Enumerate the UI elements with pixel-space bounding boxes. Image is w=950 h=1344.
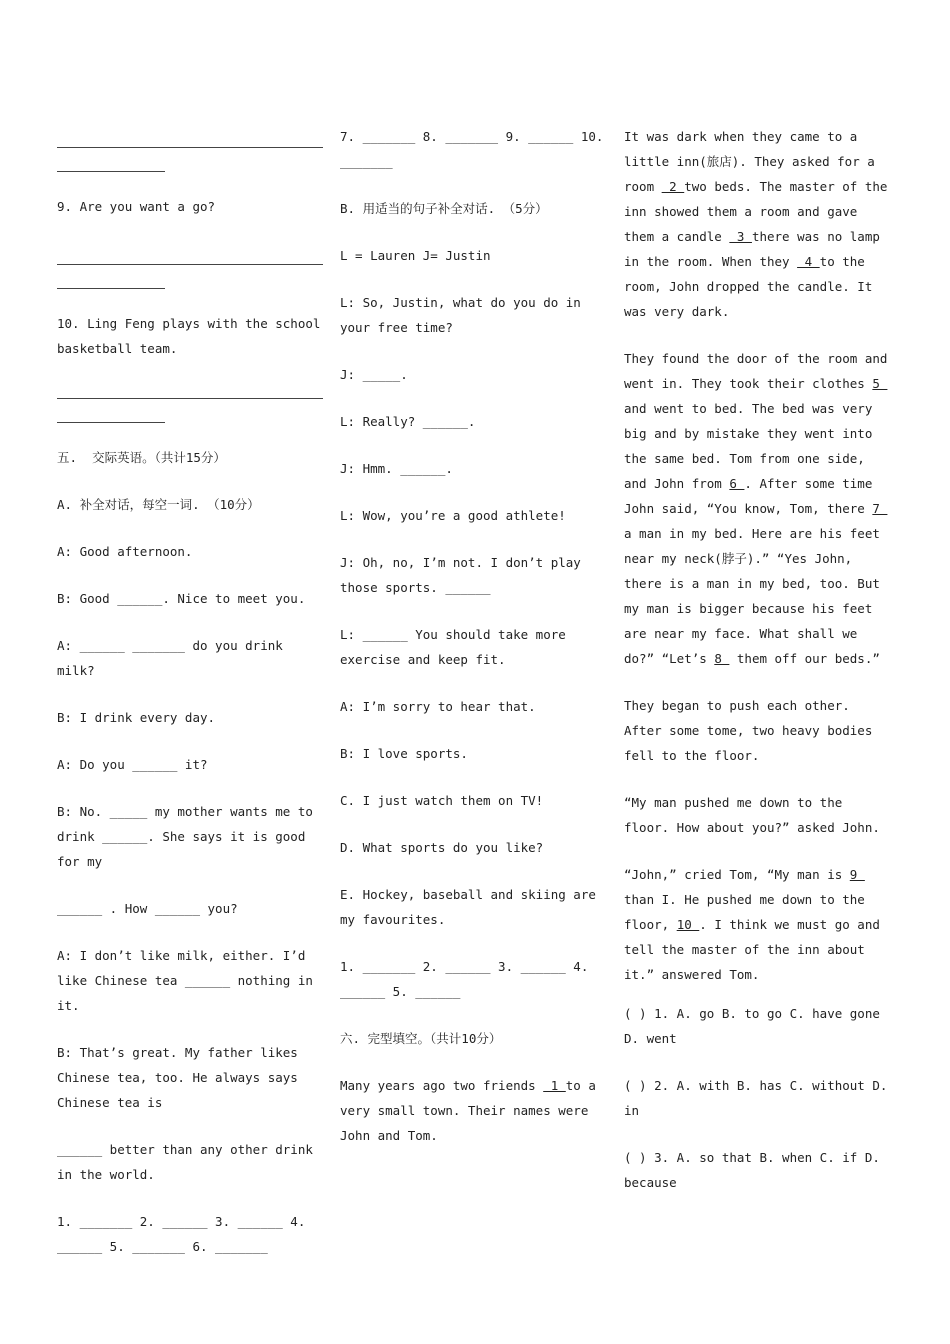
column-right: [624, 124, 894, 1217]
blank-number: 2: [661, 179, 685, 194]
choice-item: ( ) 1. A. go B. to go C. have gone D. went: [624, 1006, 888, 1046]
blank-number: 6: [729, 476, 745, 491]
option-item: B: I love sports.: [340, 746, 468, 761]
text-run: than I. He pushed me down to the floor,: [624, 867, 873, 932]
dialog-line: ______ better than any other drink in the world.: [57, 1142, 321, 1182]
text-run: two beds. The master of the inn showed them a room and gave them a candle: [624, 179, 895, 244]
text-run: Many years ago two friends: [340, 1078, 544, 1093]
dialog-line: A: Good afternoon.: [57, 544, 193, 559]
text-run: a man in my bed. Here are his feet near my neck(脖子).” “Yes John, there is a man in my bed, too. But my man is bigger because his feet are near my face. What shall we do?” “Let’s: [624, 526, 888, 666]
answer-line[interactable]: [57, 124, 323, 148]
answer-line[interactable]: [57, 265, 165, 289]
blank-number: 9: [849, 867, 865, 882]
section-5-title: 五. 交际英语。（共计15分）: [57, 450, 226, 465]
text-run: to a very small town. Their names were John and Tom.: [340, 1078, 604, 1143]
text-run: there was no lamp in the room. When they: [624, 229, 888, 269]
dialog-line: A: ______ _______ do you drink milk?: [57, 638, 291, 678]
story-paragraph-5: [624, 862, 894, 987]
dialog-line: J: _____.: [340, 367, 408, 382]
story-paragraph-2: [624, 346, 894, 671]
text-run: them off our beds.”: [729, 651, 880, 666]
story-paragraph-3: They began to push each other. After some tome, two heavy bodies fell to the floor.: [624, 698, 880, 763]
dialog-line: B: No. _____ my mother wants me to drink ______. She says it is good for my: [57, 804, 321, 869]
blank-number: 7: [872, 501, 888, 516]
dialog-line: L: So, Justin, what do you do in your free time?: [340, 295, 589, 335]
text-run: and went to bed. The bed was very big and by mistake they went into the same bed. Tom from one side, and John from: [624, 376, 895, 491]
text-run: “John,” cried Tom, “My man is: [624, 867, 850, 882]
answer-line[interactable]: [57, 241, 323, 265]
story-intro: [340, 1073, 610, 1148]
speaker-key: L = Lauren J= Justin: [340, 248, 491, 263]
answer-blanks-a2: 7. _______ 8. _______ 9. ______ 10. _______: [340, 129, 611, 169]
section-6-title: 六. 完型填空。（共计10分）: [340, 1031, 502, 1046]
option-item: C. I just watch them on TV!: [340, 793, 544, 808]
blank-number: 4: [797, 254, 820, 269]
option-item: D. What sports do you like?: [340, 840, 544, 855]
dialog-line: L: ______ You should take more exercise and keep fit.: [340, 627, 574, 667]
answer-line[interactable]: [57, 399, 165, 423]
section-a-title: A. 补全对话，每空一词. （10分）: [57, 497, 260, 512]
option-item: E. Hockey, baseball and skiing are my favourites.: [340, 887, 604, 927]
dialog-line: L: Really? ______.: [340, 414, 476, 429]
blank-number: 5: [872, 376, 888, 391]
choice-item: ( ) 2. A. with B. has C. without D. in: [624, 1078, 895, 1118]
dialog-line: B: Good ______. Nice to meet you.: [57, 591, 306, 606]
text-run: to the room, John dropped the candle. It was very dark.: [624, 254, 880, 319]
choice-item: ( ) 3. A. so that B. when C. if D. because: [624, 1150, 888, 1190]
dialog-line: B: I drink every day.: [57, 710, 216, 725]
text-run: They found the door of the room and went in. They took their clothes: [624, 351, 895, 391]
text-run: It was dark when they came to a little inn(旅店). They asked for a room: [624, 129, 883, 194]
story-paragraph-1: [624, 124, 894, 324]
blank-number: 10: [676, 917, 700, 932]
blank-number: 8: [714, 651, 730, 666]
column-middle: [340, 124, 610, 1170]
dialog-line: ______ . How ______ you?: [57, 901, 238, 916]
blank-1: 1: [543, 1078, 566, 1093]
dialog-line: B: That’s great. My father likes Chinese tea, too. He always says Chinese tea is: [57, 1045, 306, 1110]
text-run: . After some time John said, “You know, Tom, there: [624, 476, 880, 516]
story-paragraph-4: “My man pushed me down to the floor. How about you?” asked John.: [624, 795, 880, 835]
answer-line[interactable]: [57, 375, 323, 399]
question-9: 9. Are you want a go?: [57, 199, 216, 214]
blank-number: 3: [729, 229, 752, 244]
section-b-title: B. 用适当的句子补全对话. （5分）: [340, 201, 548, 216]
option-item: A: I’m sorry to hear that.: [340, 699, 536, 714]
dialog-line: J: Oh, no, I’m not. I don’t play those sports. ______: [340, 555, 589, 595]
dialog-line: A: I don’t like milk, either. I’d like Chinese tea ______ nothing in it.: [57, 948, 321, 1013]
dialog-line: L: Wow, you’re a good athlete!: [340, 508, 566, 523]
dialog-line: J: Hmm. ______.: [340, 461, 453, 476]
dialog-line: A: Do you ______ it?: [57, 757, 208, 772]
text-run: . I think we must go and tell the master of the inn about it.” answered Tom.: [624, 917, 888, 982]
question-10: 10. Ling Feng plays with the school basketball team.: [57, 316, 328, 356]
answer-blanks-a1: 1. _______ 2. ______ 3. ______ 4. ______ 5. _______ 6. _______: [57, 1214, 313, 1254]
column-left: [57, 124, 328, 1281]
answer-line[interactable]: [57, 148, 165, 172]
answer-blanks-b: 1. _______ 2. ______ 3. ______ 4. ______ 5. ______: [340, 959, 596, 999]
